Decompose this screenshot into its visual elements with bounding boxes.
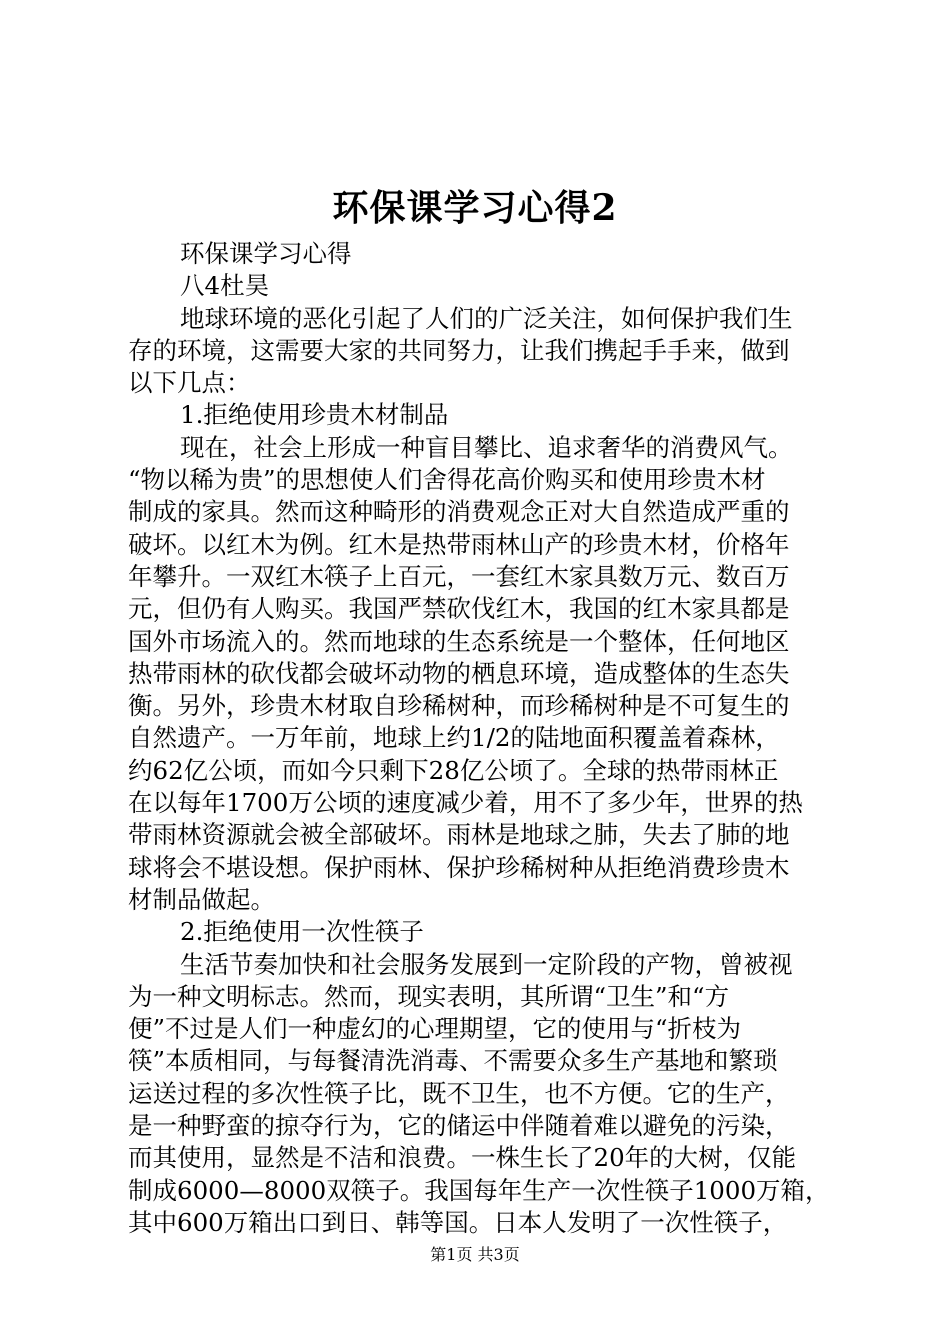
body-line: 运送过程的多次性筷子比，既不卫生，也不方便。它的生产， — [128, 1078, 790, 1108]
body-line: 八4杜昊 — [180, 271, 270, 301]
body-line: 自然遗产。一万年前，地球上约1/2的陆地面积覆盖着森林， — [128, 723, 780, 753]
body-line: 环保课学习心得 — [180, 239, 352, 268]
page-footer: 第1页 共3页 — [430, 1245, 520, 1264]
body-line: 而其使用，显然是不洁和浪费。一株生长了20年的大树，仅能 — [128, 1143, 797, 1173]
body-line: “物以稀为贵”的思想使人们舍得花高价购买和使用珍贵木材 — [128, 465, 766, 495]
body-line: 衡。另外，珍贵木材取自珍稀树种，而珍稀树种是不可复生的 — [128, 691, 790, 721]
body-line: 制成的家具。然而这种畸形的消费观念正对大自然造成严重的 — [128, 497, 790, 527]
body-line: 材制品做起。 — [128, 884, 275, 914]
body-line: 国外市场流入的。然而地球的生态系统是一个整体，任何地区 — [128, 626, 790, 656]
body-line: 2.拒绝使用一次性筷子 — [180, 917, 424, 947]
body-line: 在以每年1700万公顷的速度减少着，用不了多少年，世界的热 — [128, 788, 803, 818]
body-line: 以下几点： — [128, 368, 251, 398]
body-line: 便”不过是人们一种虚幻的心理期望，它的使用与“折枝为 — [128, 1014, 742, 1044]
body-line: 生活节奏加快和社会服务发展到一定阶段的产物，曾被视 — [180, 949, 793, 979]
body-line: 热带雨林的砍伐都会破坏动物的栖息环境，造成整体的生态失 — [128, 658, 790, 688]
body-line: 带雨林资源就会被全部破坏。雨林是地球之肺，失去了肺的地 — [128, 820, 790, 850]
body-line: 破坏。以红木为例。红木是热带雨林山产的珍贵木材，价格年 — [128, 529, 790, 559]
body-line: 球将会不堪设想。保护雨林、保护珍稀树种从拒绝消费珍贵木 — [128, 852, 790, 882]
body-line: 是一种野蛮的掠夺行为，它的储运中伴随着难以避免的污染， — [128, 1111, 790, 1141]
body-line: 地球环境的恶化引起了人们的广泛关注，如何保护我们生 — [180, 303, 793, 333]
body-line: 1.拒绝使用珍贵木材制品 — [180, 400, 449, 430]
body-line: 元，但仍有人购买。我国严禁砍伐红木，我国的红木家具都是 — [128, 594, 790, 624]
body-line: 现在，社会上形成一种盲目攀比、追求奢华的消费风气。 — [180, 432, 793, 462]
document-title: 环保课学习心得2 — [332, 187, 618, 229]
body-line: 约62亿公顷，而如今只剩下28亿公顷了。全球的热带雨林正 — [128, 755, 779, 785]
document-body — [128, 238, 838, 1239]
body-line: 筷”本质相同，与每餐清洗消毒、不需要众多生产基地和繁琐 — [128, 1046, 778, 1076]
body-line: 存的环境，这需要大家的共同努力，让我们携起手手来，做到 — [128, 335, 790, 365]
body-line: 制成6000—8000双筷子。我国每年生产一次性筷子1000万箱， — [128, 1175, 830, 1205]
body-line: 为一种文明标志。然而，现实表明，其所谓“卫生”和“方 — [128, 981, 730, 1011]
body-line: 年攀升。一双红木筷子上百元，一套红木家具数万元、数百万 — [128, 561, 790, 591]
body-line: 其中600万箱出口到日、韩等国。日本人发明了一次性筷子， — [128, 1207, 788, 1237]
